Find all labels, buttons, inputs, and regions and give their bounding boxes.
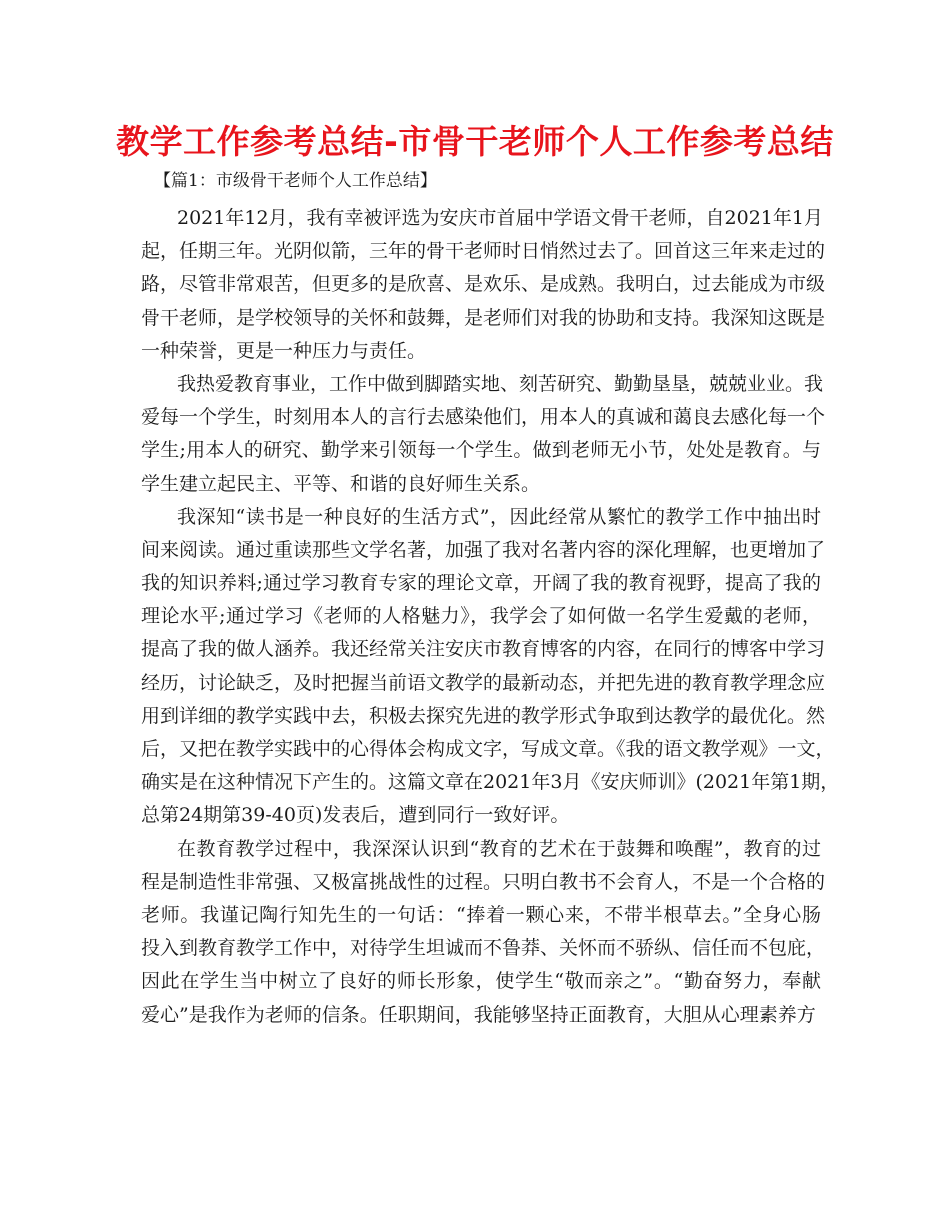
- paragraph: [141, 501, 840, 833]
- paragraph-line: 起，任期三年。光阴似箭，三年的骨干老师时日悄然过去了。回首这三年来走过的: [141, 240, 826, 263]
- paragraph-line: 我的知识养料;通过学习教育专家的理论文章，开阔了我的教育视野，提高了我的: [141, 572, 821, 595]
- paragraph-line: 程是制造性非常强、又极富挑战性的过程。只明白教书不会育人，不是一个合格的: [141, 870, 826, 893]
- paragraph: [141, 202, 826, 368]
- paragraph-line: 理论水平;通过学习《老师的人格魅力》，我学会了如何做一名学生爱戴的老师，: [141, 605, 821, 628]
- paragraph-line: 学生;用本人的研究、勤学来引领每一个学生。做到老师无小节，处处是教育。与: [141, 439, 821, 462]
- paragraph-line: 在教育教学过程中，我深深认识到“教育的艺术在于鼓舞和唤醒”，教育的过: [177, 837, 821, 860]
- paragraph-line: 间来阅读。通过重读那些文学名著，加强了我对名著内容的深化理解，也更增加了: [141, 538, 826, 561]
- document-title: 教学工作参考总结-市骨干老师个人工作参考总结: [116, 122, 834, 161]
- paragraph-line: 路，尽管非常艰苦，但更多的是欣喜、是欢乐、是成熟。我明白，过去能成为市级: [141, 273, 826, 296]
- section-heading: 【篇1：市级骨干老师个人工作总结】: [154, 171, 437, 191]
- paragraph-line: 确实是在这种情况下产生的。这篇文章在2021年3月《安庆师训》(2021年第1期，: [141, 771, 840, 794]
- paragraph-line: 骨干老师，是学校领导的关怀和鼓舞，是老师们对我的协助和支持。我深知这既是: [141, 306, 826, 329]
- paragraph: [141, 368, 826, 501]
- paragraph-line: 总第24期第39-40页)发表后，遭到同行一致好评。: [141, 804, 570, 827]
- paragraph: [141, 833, 826, 1032]
- document-body: [141, 202, 840, 1032]
- paragraph-line: 用到详细的教学实践中去，积极去探究先进的教学形式争取到达教学的最优化。然: [141, 704, 826, 727]
- paragraph-line: 2021年12月，我有幸被评选为安庆市首届中学语文骨干老师，自2021年1月: [177, 207, 823, 229]
- paragraph-line: 老师。我谨记陶行知先生的一句话：“捧着一颗心来，不带半根草去。”全身心肠: [141, 903, 821, 926]
- paragraph-line: 经历，讨论缺乏，及时把握当前语文教学的最新动态，并把先进的教育教学理念应: [141, 671, 826, 694]
- paragraph-line: 爱心”是我作为老师的信条。任职期间，我能够坚持正面教育，大胆从心理素养方: [141, 1003, 816, 1026]
- paragraph-line: 我热爱教育事业，工作中做到脚踏实地、刻苦研究、勤勤垦垦，兢兢业业。我: [177, 372, 824, 395]
- paragraph-line: 一种荣誉，更是一种压力与责任。: [141, 339, 427, 362]
- paragraph-line: 我深知“读书是一种良好的生活方式”，因此经常从繁忙的教学工作中抽出时: [177, 505, 821, 528]
- paragraph-line: 爱每一个学生，时刻用本人的言行去感染他们，用本人的真诚和蔼良去感化每一个: [141, 406, 826, 429]
- paragraph-line: 提高了我的做人涵养。我还经常关注安庆市教育博客的内容，在同行的博客中学习: [141, 638, 826, 661]
- paragraph-line: 投入到教育教学工作中，对待学生坦诚而不鲁莽、关怀而不骄纵、信任而不包庇，: [141, 937, 826, 960]
- paragraph-line: 后，又把在教学实践中的心得体会构成文字，写成文章。《我的语文教学观》一文，: [141, 738, 835, 760]
- paragraph-line: 学生建立起民主、平等、和谐的良好师生关系。: [141, 472, 541, 495]
- paragraph-line: 因此在学生当中树立了良好的师长形象，使学生“敬而亲之”。“勤奋努力，奉献: [141, 970, 821, 993]
